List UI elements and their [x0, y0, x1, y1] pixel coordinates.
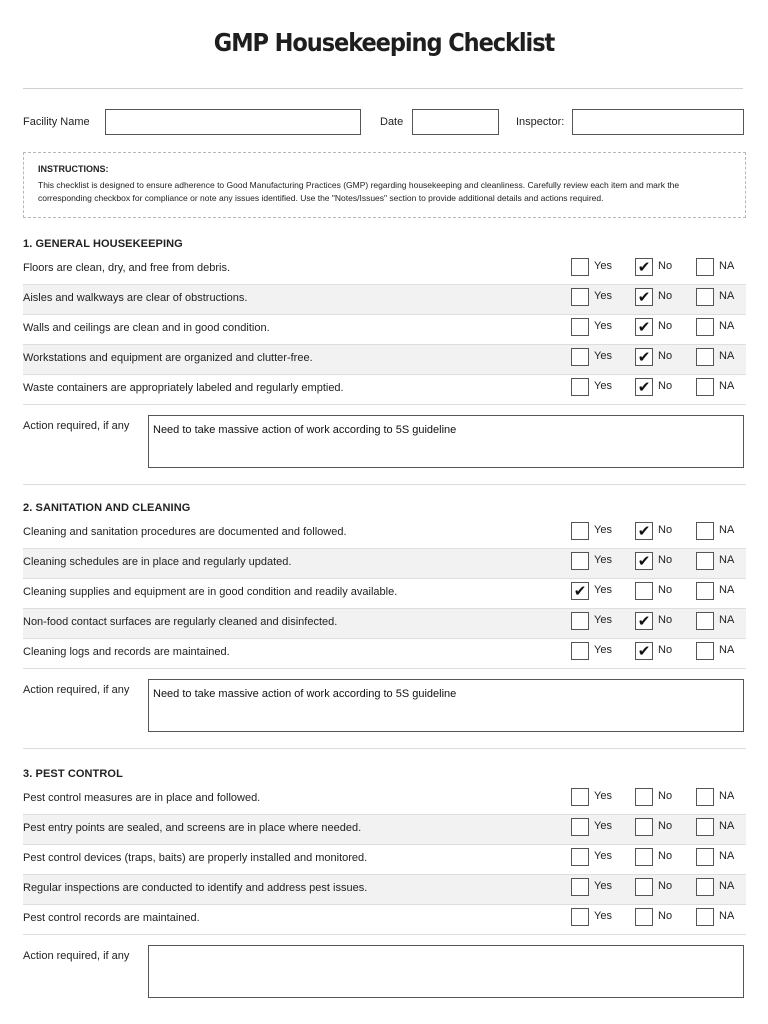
na-label: NA — [719, 260, 735, 272]
no-checkbox[interactable] — [635, 612, 653, 630]
na-label: NA — [719, 380, 735, 392]
no-checkbox[interactable] — [635, 818, 653, 836]
checklist-row — [23, 905, 746, 935]
checklist-item-text: Pest control measures are in place and followed. — [23, 792, 261, 804]
no-label: No — [658, 380, 673, 392]
na-checkbox[interactable] — [696, 348, 714, 366]
na-checkbox[interactable] — [696, 818, 714, 836]
no-checkbox[interactable] — [635, 788, 653, 806]
checklist-item-text: Workstations and equipment are organized and clutter-free. — [23, 352, 313, 364]
no-label: No — [658, 850, 673, 862]
yes-checkbox[interactable] — [571, 788, 589, 806]
na-checkbox[interactable] — [696, 582, 714, 600]
checklist-row — [23, 519, 746, 549]
na-label: NA — [719, 910, 735, 922]
checkmark-icon: ✔ — [637, 289, 651, 306]
instructions-title: INSTRUCTIONS: — [38, 164, 109, 174]
yes-label: Yes — [594, 320, 612, 332]
section-3 — [23, 768, 746, 1024]
yes-checkbox[interactable] — [571, 848, 589, 866]
na-label: NA — [719, 880, 735, 892]
checklist-item-text: Pest control records are maintained. — [23, 912, 200, 924]
no-label: No — [658, 820, 673, 832]
na-checkbox[interactable] — [696, 878, 714, 896]
facility-name-label: Facility Name — [23, 116, 90, 128]
na-checkbox[interactable] — [696, 288, 714, 306]
yes-label: Yes — [594, 850, 612, 862]
checklist-item-text: Cleaning logs and records are maintained. — [23, 646, 230, 658]
checkmark-icon: ✔ — [637, 319, 651, 336]
checklist-item-text: Cleaning schedules are in place and regularly updated. — [23, 556, 292, 568]
action-required-label: Action required, if any — [23, 420, 130, 432]
checklist-item-text: Regular inspections are conducted to identify and address pest issues. — [23, 882, 368, 894]
checkmark-icon: ✔ — [637, 613, 651, 630]
checklist-row — [23, 285, 746, 315]
no-label: No — [658, 790, 673, 802]
no-checkbox[interactable] — [635, 348, 653, 366]
checkmark-icon: ✔ — [637, 259, 651, 276]
na-checkbox[interactable] — [696, 552, 714, 570]
no-label: No — [658, 260, 673, 272]
na-label: NA — [719, 320, 735, 332]
checklist-item-text: Walls and ceilings are clean and in good condition. — [23, 322, 270, 334]
no-label: No — [658, 880, 673, 892]
yes-label: Yes — [594, 910, 612, 922]
yes-label: Yes — [594, 524, 612, 536]
na-checkbox[interactable] — [696, 848, 714, 866]
yes-checkbox[interactable] — [571, 878, 589, 896]
na-checkbox[interactable] — [696, 522, 714, 540]
no-checkbox[interactable] — [635, 908, 653, 926]
yes-label: Yes — [594, 584, 612, 596]
no-label: No — [658, 584, 673, 596]
yes-checkbox[interactable] — [571, 908, 589, 926]
date-field[interactable] — [412, 109, 499, 135]
checklist-row — [23, 345, 746, 375]
no-checkbox[interactable] — [635, 378, 653, 396]
yes-checkbox[interactable] — [571, 582, 589, 600]
checklist-item-text: Waste containers are appropriately labeled and regularly emptied. — [23, 382, 344, 394]
checklist-row — [23, 815, 746, 845]
checkmark-icon: ✔ — [637, 523, 651, 540]
no-checkbox[interactable] — [635, 318, 653, 336]
checklist-row — [23, 875, 746, 905]
yes-label: Yes — [594, 820, 612, 832]
checklist-item-text: Pest entry points are sealed, and screens are in place where needed. — [23, 822, 362, 834]
no-label: No — [658, 554, 673, 566]
checklist-item-text: Non-food contact surfaces are regularly cleaned and disinfected. — [23, 616, 338, 628]
section-1 — [23, 238, 746, 498]
checklist-row — [23, 845, 746, 875]
no-checkbox[interactable] — [635, 848, 653, 866]
no-checkbox[interactable] — [635, 878, 653, 896]
facility-name-field[interactable] — [105, 109, 361, 135]
action-required-field[interactable]: Need to take massive action of work according to 5S guideline — [148, 415, 744, 468]
na-checkbox[interactable] — [696, 318, 714, 336]
no-label: No — [658, 614, 673, 626]
no-checkbox[interactable] — [635, 552, 653, 570]
na-checkbox[interactable] — [696, 788, 714, 806]
yes-label: Yes — [594, 790, 612, 802]
na-label: NA — [719, 584, 735, 596]
no-checkbox[interactable] — [635, 642, 653, 660]
no-checkbox[interactable] — [635, 258, 653, 276]
na-label: NA — [719, 790, 735, 802]
section-title: 3. PEST CONTROL — [23, 768, 123, 780]
no-label: No — [658, 644, 673, 656]
yes-label: Yes — [594, 380, 612, 392]
yes-checkbox[interactable] — [571, 818, 589, 836]
na-label: NA — [719, 614, 735, 626]
action-required-label: Action required, if any — [23, 950, 130, 962]
instructions-box — [23, 152, 746, 218]
na-label: NA — [719, 820, 735, 832]
na-checkbox[interactable] — [696, 258, 714, 276]
instructions-text: This checklist is designed to ensure adherence to Good Manufacturing Practices (GMP) regarding housekeeping and cleanliness. Carefully review each item and mark the corresponding checkbox for compliance or note any issues identified. Use the "Notes/Issues" section to provide additional details and actions required. — [38, 180, 680, 203]
section-title: 1. GENERAL HOUSEKEEPING — [23, 238, 183, 250]
yes-checkbox[interactable] — [571, 318, 589, 336]
yes-label: Yes — [594, 554, 612, 566]
no-label: No — [658, 350, 673, 362]
checklist-item-text: Pest control devices (traps, baits) are properly installed and monitored. — [23, 852, 368, 864]
yes-label: Yes — [594, 614, 612, 626]
title-divider — [23, 88, 743, 89]
checklist-row — [23, 549, 746, 579]
inspector-field[interactable] — [572, 109, 744, 135]
checklist-row — [23, 639, 746, 669]
checklist-row — [23, 609, 746, 639]
na-checkbox[interactable] — [696, 908, 714, 926]
na-label: NA — [719, 554, 735, 566]
section-title: 2. SANITATION AND CLEANING — [23, 502, 191, 514]
page-title: GMP Housekeeping Checklist — [213, 28, 555, 57]
no-checkbox[interactable] — [635, 582, 653, 600]
checklist-item-text: Cleaning and sanitation procedures are documented and followed. — [23, 526, 347, 538]
no-label: No — [658, 910, 673, 922]
checklist-row — [23, 785, 746, 815]
inspector-label: Inspector: — [516, 116, 565, 128]
na-label: NA — [719, 850, 735, 862]
checkmark-icon: ✔ — [637, 379, 651, 396]
yes-checkbox[interactable] — [571, 612, 589, 630]
action-required-field[interactable] — [148, 945, 744, 998]
yes-checkbox[interactable] — [571, 642, 589, 660]
checklist-row — [23, 315, 746, 345]
date-label: Date — [380, 116, 404, 128]
yes-label: Yes — [594, 290, 612, 302]
yes-checkbox[interactable] — [571, 348, 589, 366]
yes-checkbox[interactable] — [571, 258, 589, 276]
no-label: No — [658, 320, 673, 332]
yes-label: Yes — [594, 350, 612, 362]
yes-checkbox[interactable] — [571, 288, 589, 306]
yes-label: Yes — [594, 880, 612, 892]
no-label: No — [658, 290, 673, 302]
na-label: NA — [719, 350, 735, 362]
na-checkbox[interactable] — [696, 642, 714, 660]
action-required-label: Action required, if any — [23, 684, 130, 696]
na-checkbox[interactable] — [696, 378, 714, 396]
yes-label: Yes — [594, 644, 612, 656]
checklist-item-text: Aisles and walkways are clear of obstructions. — [23, 292, 248, 304]
yes-checkbox[interactable] — [571, 378, 589, 396]
section-2 — [23, 502, 746, 762]
action-required-field[interactable]: Need to take massive action of work according to 5S guideline — [148, 679, 744, 732]
checklist-row — [23, 255, 746, 285]
checkmark-icon: ✔ — [573, 583, 587, 600]
na-label: NA — [719, 290, 735, 302]
section-divider — [23, 484, 746, 485]
checklist-row — [23, 375, 746, 405]
na-label: NA — [719, 644, 735, 656]
no-checkbox[interactable] — [635, 522, 653, 540]
checklist-row — [23, 579, 746, 609]
yes-checkbox[interactable] — [571, 552, 589, 570]
yes-checkbox[interactable] — [571, 522, 589, 540]
checkmark-icon: ✔ — [637, 643, 651, 660]
checklist-item-text: Floors are clean, dry, and free from debris. — [23, 262, 231, 274]
no-checkbox[interactable] — [635, 288, 653, 306]
checkmark-icon: ✔ — [637, 553, 651, 570]
section-divider — [23, 748, 746, 749]
na-label: NA — [719, 524, 735, 536]
checkmark-icon: ✔ — [637, 349, 651, 366]
checklist-item-text: Cleaning supplies and equipment are in good condition and readily available. — [23, 586, 398, 598]
na-checkbox[interactable] — [696, 612, 714, 630]
no-label: No — [658, 524, 673, 536]
yes-label: Yes — [594, 260, 612, 272]
